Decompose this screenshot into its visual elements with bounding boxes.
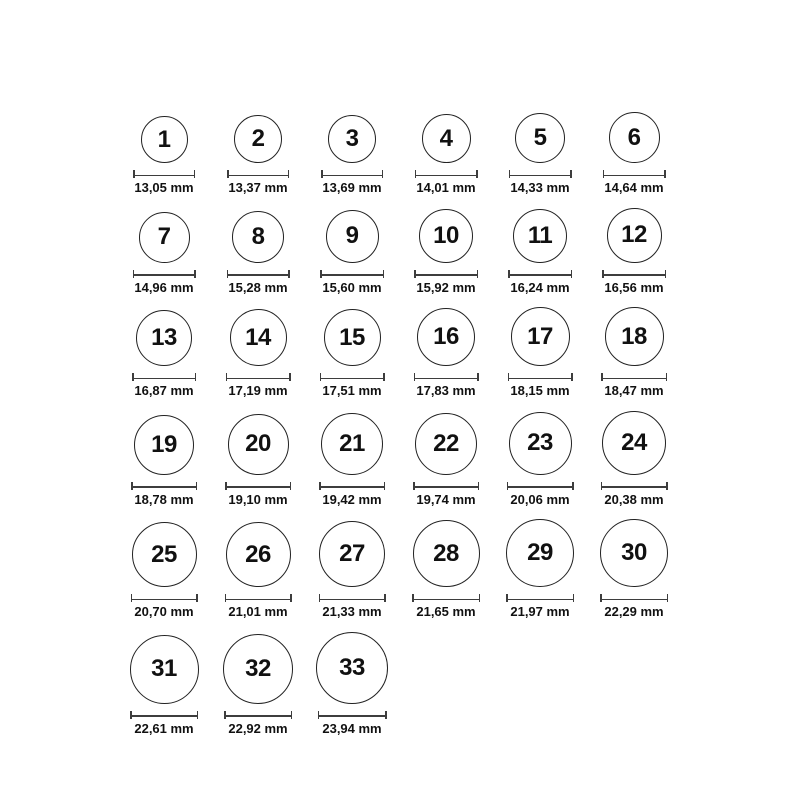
measure-bar: [415, 175, 478, 177]
ring-circle: [321, 413, 383, 475]
measure-bar: [133, 274, 196, 276]
ring-size-number: 25: [151, 540, 177, 568]
ring-circle: [316, 632, 388, 704]
ring-size-number: 5: [533, 124, 547, 151]
ring-circle: [326, 210, 379, 263]
measure-bar: [413, 486, 479, 488]
ring-cell: [587, 519, 681, 620]
ring-circle: [607, 208, 662, 263]
diameter-label: 14,64 mm: [604, 180, 664, 195]
measure-tick-right: [570, 170, 572, 178]
ring-circle: [506, 519, 574, 587]
ring-circle: [511, 307, 570, 366]
ring-cell: [211, 211, 305, 296]
ring-size-number: 3: [345, 125, 359, 152]
ring-cell: [305, 521, 399, 620]
measure-tick-right: [571, 270, 573, 278]
ring-size-number: 4: [439, 124, 453, 152]
ring-size-number: 11: [527, 221, 553, 249]
ring-circle: [324, 309, 381, 366]
measure-bar: [131, 486, 197, 488]
measure-tick-right: [664, 170, 666, 178]
ring-cell: [493, 209, 587, 296]
ring-row: [117, 632, 683, 737]
measure-tick-right: [478, 482, 480, 490]
ring-circle: [230, 309, 287, 366]
measure-bar: [507, 486, 574, 488]
diameter-measure-line: [508, 270, 572, 278]
measure-bar: [320, 378, 385, 380]
measure-tick-right: [571, 373, 573, 381]
diameter-label: 13,37 mm: [228, 180, 288, 195]
measure-tick-right: [384, 482, 386, 490]
ring-size-number: 31: [151, 655, 177, 683]
diameter-label: 22,29 mm: [604, 604, 664, 620]
measure-tick-right: [385, 711, 387, 719]
measure-bar: [319, 486, 385, 488]
diameter-measure-line: [224, 711, 292, 719]
measure-bar: [600, 599, 668, 601]
diameter-measure-line: [132, 373, 196, 381]
measure-bar: [318, 715, 387, 717]
ring-circle: [234, 115, 282, 163]
diameter-measure-line: [508, 373, 573, 381]
ring-size-number: 30: [621, 539, 647, 567]
ring-cell: [211, 414, 305, 508]
diameter-measure-line: [600, 594, 668, 602]
diameter-label: 21,33 mm: [322, 604, 382, 620]
ring-size-number: 14: [245, 323, 271, 351]
measure-bar: [225, 486, 291, 488]
measure-tick-right: [196, 482, 198, 490]
ring-cell: [211, 522, 305, 620]
ring-circle: [232, 211, 284, 263]
diameter-label: 15,28 mm: [228, 279, 288, 295]
ring-cell: [587, 112, 681, 196]
measure-bar: [414, 274, 478, 276]
ring-size-number: 17: [527, 322, 553, 350]
diameter-measure-line: [603, 170, 666, 178]
measure-tick-right: [477, 373, 479, 381]
measure-tick-right: [383, 373, 385, 381]
measure-bar: [226, 378, 291, 380]
measure-bar: [227, 274, 290, 276]
measure-bar: [130, 715, 198, 717]
diameter-label: 18,15 mm: [510, 383, 570, 399]
ring-circle: [609, 112, 660, 163]
ring-cell: [117, 415, 211, 508]
diameter-measure-line: [319, 482, 385, 490]
ring-cell: [117, 116, 211, 196]
diameter-measure-line: [226, 373, 291, 381]
measure-tick-right: [573, 594, 575, 602]
ring-size-number: 33: [339, 653, 365, 681]
diameter-label: 13,69 mm: [322, 180, 382, 195]
ring-cell: [399, 114, 493, 196]
ring-circle: [319, 521, 385, 587]
ring-size-number: 19: [151, 430, 177, 458]
diameter-measure-line: [415, 170, 478, 178]
diameter-measure-line: [414, 373, 479, 381]
measure-bar: [508, 378, 573, 380]
diameter-measure-line: [227, 170, 289, 178]
diameter-measure-line: [131, 482, 197, 490]
ring-circle: [513, 209, 567, 263]
diameter-label: 17,83 mm: [416, 383, 476, 399]
ring-size-number: 6: [627, 123, 641, 151]
ring-circle: [419, 209, 473, 263]
ring-cell: [117, 522, 211, 620]
diameter-measure-line: [321, 170, 383, 178]
ring-circle: [422, 114, 471, 163]
ring-circle: [417, 308, 475, 366]
measure-bar: [506, 599, 574, 601]
measure-bar: [603, 175, 666, 177]
ring-size-number: 9: [345, 222, 359, 250]
diameter-measure-line: [225, 482, 291, 490]
diameter-measure-line: [509, 170, 572, 178]
diameter-measure-line: [318, 711, 387, 719]
ring-size-number: 8: [251, 222, 265, 250]
measure-bar: [602, 274, 666, 276]
ring-row: [117, 307, 683, 399]
diameter-label: 14,01 mm: [416, 180, 476, 195]
measure-bar: [227, 175, 289, 177]
ring-row: [117, 411, 683, 508]
diameter-measure-line: [414, 270, 478, 278]
ring-cell: [211, 115, 305, 196]
measure-tick-right: [197, 711, 199, 719]
ring-circle: [139, 212, 190, 263]
ring-circle: [605, 307, 664, 366]
ring-cell: [305, 413, 399, 508]
diameter-label: 19,74 mm: [416, 491, 476, 507]
ring-size-number: 12: [621, 221, 647, 249]
ring-cell: [305, 632, 399, 737]
ring-circle: [228, 414, 289, 475]
measure-tick-right: [194, 170, 196, 178]
measure-bar: [414, 378, 479, 380]
ring-cell: [493, 412, 587, 508]
ring-size-number: 16: [433, 323, 459, 351]
ring-size-number: 22: [433, 429, 459, 457]
ring-circle: [132, 522, 197, 587]
ring-cell: [493, 113, 587, 196]
measure-tick-right: [288, 170, 290, 178]
ring-size-number: 23: [527, 429, 553, 457]
diameter-label: 16,56 mm: [604, 279, 664, 295]
measure-tick-right: [382, 170, 384, 178]
diameter-label: 19,10 mm: [228, 491, 288, 507]
measure-tick-right: [383, 270, 385, 278]
diameter-measure-line: [506, 594, 574, 602]
measure-tick-right: [477, 270, 479, 278]
measure-bar: [412, 599, 480, 601]
measure-bar: [131, 599, 198, 601]
ring-size-number: 2: [251, 125, 265, 152]
ring-cell: [305, 309, 399, 399]
measure-tick-right: [288, 270, 290, 278]
diameter-label: 22,61 mm: [134, 720, 194, 736]
measure-bar: [321, 175, 383, 177]
diameter-measure-line: [320, 270, 384, 278]
ring-cell: [399, 413, 493, 508]
diameter-measure-line: [130, 711, 198, 719]
measure-tick-right: [666, 482, 668, 490]
ring-circle: [141, 116, 188, 163]
ring-size-number: 20: [245, 430, 271, 458]
diameter-measure-line: [320, 373, 385, 381]
diameter-measure-line: [412, 594, 480, 602]
diameter-label: 21,97 mm: [510, 604, 570, 620]
measure-tick-right: [195, 373, 197, 381]
ring-cell: [305, 210, 399, 296]
diameter-measure-line: [227, 270, 290, 278]
diameter-label: 20,06 mm: [510, 491, 570, 507]
diameter-label: 16,87 mm: [134, 383, 194, 399]
measure-bar: [601, 378, 667, 380]
ring-size-number: 32: [245, 654, 271, 682]
measure-tick-right: [665, 270, 667, 278]
measure-tick-right: [289, 373, 291, 381]
measure-bar: [508, 274, 572, 276]
ring-row: [117, 112, 683, 196]
diameter-label: 18,47 mm: [604, 383, 664, 399]
measure-bar: [319, 599, 386, 601]
diameter-measure-line: [319, 594, 386, 602]
ring-circle: [226, 522, 291, 587]
diameter-label: 18,78 mm: [134, 491, 194, 507]
ring-cell: [587, 307, 681, 399]
diameter-measure-line: [131, 594, 198, 602]
ring-row: [117, 519, 683, 620]
ring-circle: [328, 115, 376, 163]
measure-bar: [132, 378, 196, 380]
measure-tick-right: [666, 373, 668, 381]
diameter-label: 19,42 mm: [322, 491, 382, 507]
diameter-label: 20,38 mm: [604, 491, 664, 507]
measure-bar: [224, 715, 292, 717]
diameter-measure-line: [133, 170, 195, 178]
diameter-label: 21,01 mm: [228, 604, 288, 620]
diameter-measure-line: [133, 270, 196, 278]
ring-circle: [602, 411, 666, 475]
ring-cell: [399, 209, 493, 296]
measure-bar: [225, 599, 292, 601]
diameter-measure-line: [225, 594, 292, 602]
ring-size-number: 29: [527, 539, 553, 567]
ring-size-chart: [117, 112, 683, 749]
measure-tick-right: [291, 711, 293, 719]
diameter-label: 21,65 mm: [416, 604, 476, 620]
diameter-label: 17,19 mm: [228, 383, 288, 399]
ring-cell: [587, 208, 681, 296]
ring-cell: [493, 519, 587, 620]
ring-size-number: 15: [339, 323, 365, 351]
diameter-label: 17,51 mm: [322, 383, 382, 399]
ring-size-number: 27: [339, 540, 365, 568]
ring-cell: [211, 309, 305, 399]
ring-size-number: 26: [245, 540, 271, 568]
measure-tick-right: [572, 482, 574, 490]
diameter-label: 15,92 mm: [416, 279, 476, 295]
ring-cell: [399, 520, 493, 620]
ring-cell: [587, 411, 681, 508]
ring-size-number: 24: [621, 428, 647, 456]
ring-circle: [134, 415, 194, 475]
diameter-measure-line: [413, 482, 479, 490]
measure-bar: [509, 175, 572, 177]
measure-bar: [601, 486, 668, 488]
ring-circle: [509, 412, 572, 475]
ring-circle: [136, 310, 192, 366]
measure-bar: [133, 175, 195, 177]
ring-circle: [515, 113, 565, 163]
measure-tick-right: [290, 482, 292, 490]
measure-tick-right: [384, 594, 386, 602]
diameter-label: 14,96 mm: [134, 279, 194, 295]
ring-size-number: 18: [621, 322, 647, 350]
diameter-label: 20,70 mm: [134, 604, 194, 620]
ring-cell: [211, 634, 305, 737]
ring-circle: [600, 519, 668, 587]
ring-circle: [413, 520, 480, 587]
diameter-label: 15,60 mm: [322, 279, 382, 295]
ring-cell: [493, 307, 587, 399]
measure-tick-right: [479, 594, 481, 602]
diameter-measure-line: [507, 482, 574, 490]
ring-size-number: 7: [157, 223, 171, 251]
ring-size-number: 21: [339, 429, 365, 457]
ring-circle: [130, 635, 199, 704]
ring-cell: [305, 115, 399, 196]
measure-tick-right: [194, 270, 196, 278]
measure-tick-right: [667, 594, 669, 602]
ring-cell: [117, 212, 211, 296]
diameter-label: 22,92 mm: [228, 720, 288, 736]
ring-cell: [117, 310, 211, 399]
ring-size-number: 1: [157, 125, 171, 153]
diameter-label: 23,94 mm: [322, 720, 382, 736]
ring-size-number: 28: [433, 539, 459, 567]
measure-tick-right: [476, 170, 478, 178]
diameter-measure-line: [601, 482, 668, 490]
ring-size-number: 10: [433, 221, 459, 249]
ring-row: [117, 208, 683, 296]
diameter-label: 14,33 mm: [510, 180, 570, 195]
diameter-label: 16,24 mm: [510, 279, 570, 295]
diameter-measure-line: [601, 373, 667, 381]
ring-circle: [223, 634, 293, 704]
diameter-label: 13,05 mm: [134, 180, 194, 195]
ring-circle: [415, 413, 477, 475]
ring-cell: [117, 635, 211, 737]
measure-tick-right: [196, 594, 198, 602]
ring-size-number: 13: [151, 324, 177, 352]
measure-bar: [320, 274, 384, 276]
measure-tick-right: [290, 594, 292, 602]
ring-cell: [399, 308, 493, 399]
diameter-measure-line: [602, 270, 666, 278]
